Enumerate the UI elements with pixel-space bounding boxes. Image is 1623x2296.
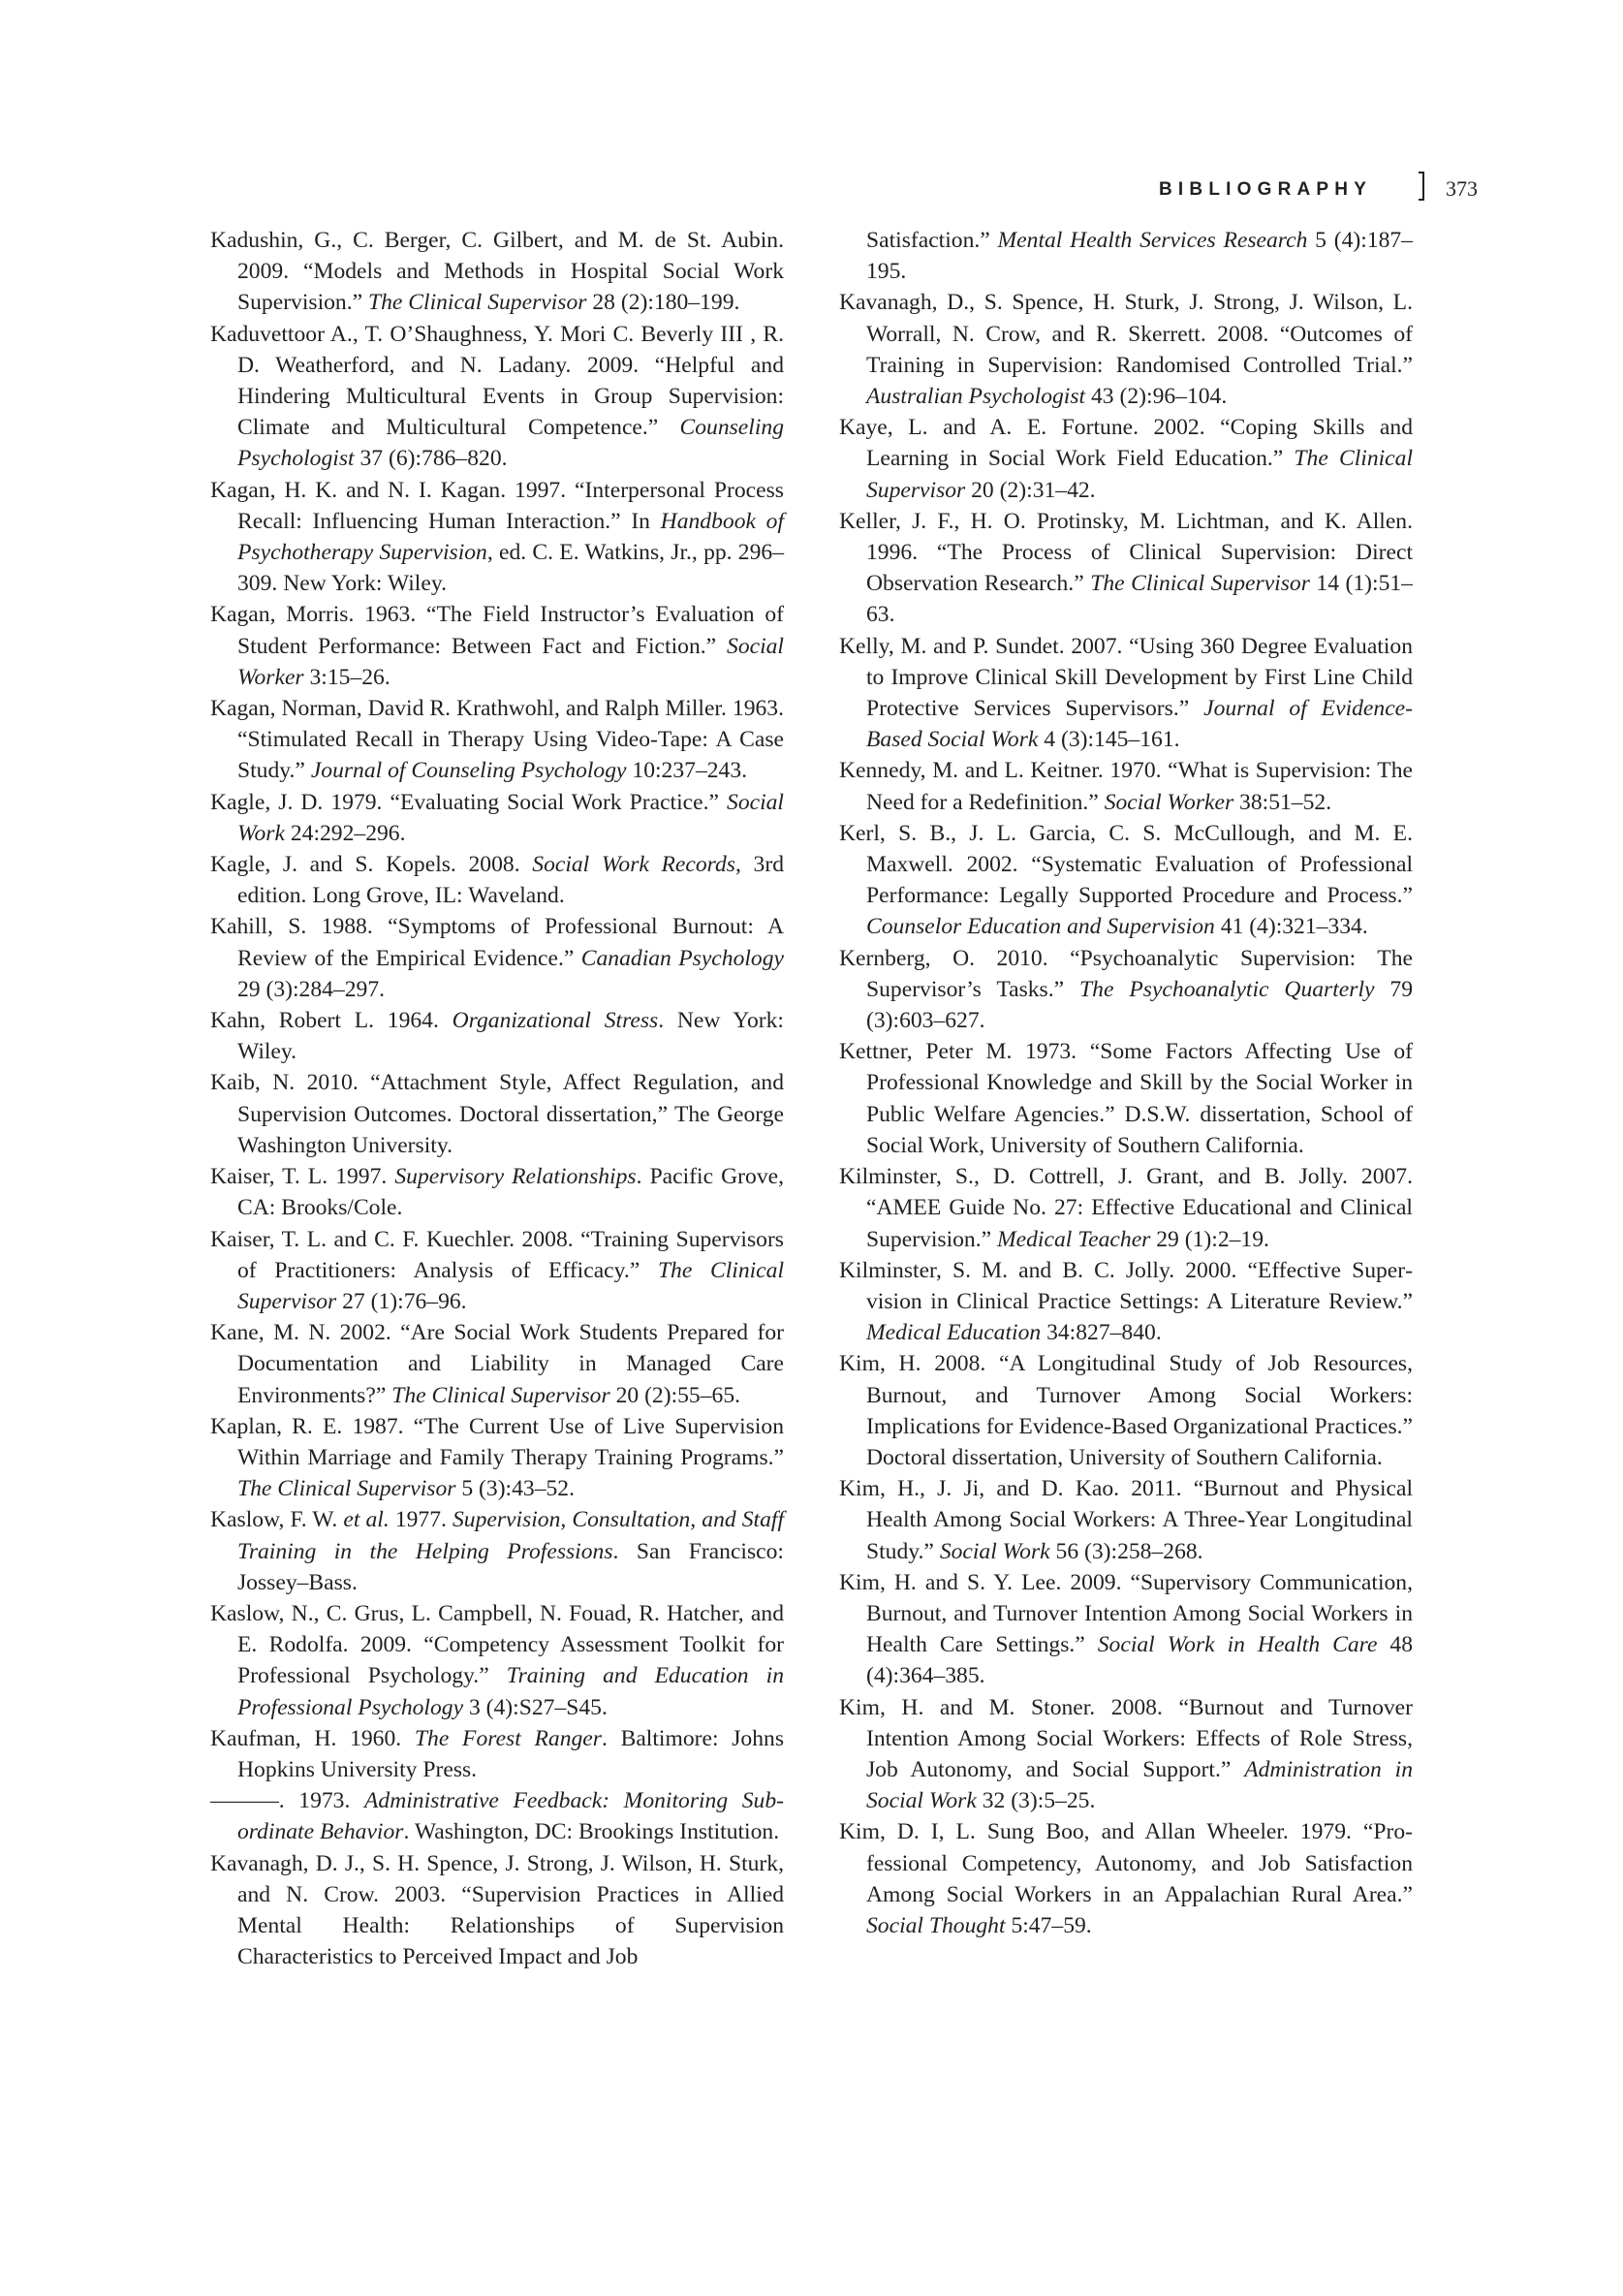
entry-text: Kaslow, N., C. Grus, L. Campbell, N. Fouad, R. Hatcher, and E. Rodolfa. 2009. “Competency Assessment Toolkit for Professional Psychology.” xyxy=(210,1600,784,1689)
bibliography-entry xyxy=(210,1848,784,1973)
entry-text: Kagan, Norman, David R. Krathwohl, and Ralph Miller. 1963. “Stimulated Recall in Therapy Using Video-Tape: A Case Study.” xyxy=(210,696,784,784)
entry-italic-title: Organizational Stress xyxy=(452,1008,659,1034)
entry-italic-title: Social Work in Health Care xyxy=(1097,1632,1378,1658)
entry-text: ———. 1973. xyxy=(210,1788,364,1814)
entry-italic-title: Counselor Education and Supervision xyxy=(866,914,1215,940)
entry-italic-title: Training and Education in Professional Psychology xyxy=(237,1663,784,1720)
entry-text: Kaiser, T. L. and C. F. Kuechler. 2008. “Training Supervisors of Practitioners: Analysis of Efficacy.” xyxy=(210,1226,784,1283)
entry-italic-title: Social Worker xyxy=(237,633,784,690)
entry-text: Keller, J. F., H. O. Protinsky, M. Lichtman, and K. Allen. 1996. “The Process of Clinical Supervision: Direct Observation Research.” xyxy=(839,508,1413,597)
bibliography-entry xyxy=(210,1161,784,1223)
entry-text: 10:237–243. xyxy=(626,758,748,784)
bibliography-entry xyxy=(210,475,784,600)
entry-text: Kaiser, T. L. 1997. xyxy=(210,1164,395,1190)
entry-text: Kavanagh, D., S. Spence, H. Sturk, J. Strong, J. Wilson, L. Worrall, N. Crow, and R. Skerrett. 2008. “Outcomes of Training in Supervision: Randomised Controlled Trial.” xyxy=(839,290,1413,378)
entry-italic-title: Social Work Records xyxy=(532,852,735,878)
entry-italic-title: Social Worker xyxy=(1104,789,1234,815)
entry-text: 14 (1):51–63. xyxy=(866,571,1413,628)
bibliography-entry xyxy=(839,1816,1413,1941)
entry-text: Kagle, J. and S. Kopels. 2008. xyxy=(210,852,533,878)
bibliography-entry xyxy=(210,1005,784,1067)
entry-italic-title: The Clinical Supervisor xyxy=(866,446,1414,503)
bibliography-entry xyxy=(839,1348,1413,1473)
bracket-ornament-icon xyxy=(1419,172,1424,201)
entry-text: 29 (1):2–19. xyxy=(1150,1226,1269,1252)
entry-text: Kaib, N. 2010. “Attachment Style, Affect Regulation, and Supervision Outcomes. Doctoral dissertation,” The George Washington University. xyxy=(210,1070,784,1158)
entry-text: Kaplan, R. E. 1987. “The Current Use of Live Supervision Within Marriage and Family Therapy Training Programs.” xyxy=(210,1413,784,1470)
entry-text: 27 (1):76–96. xyxy=(336,1288,467,1314)
bibliography-entry xyxy=(210,1411,784,1505)
bibliography-entry xyxy=(210,319,784,475)
entry-text: Satisfaction.” xyxy=(866,228,998,253)
bibliography-entry xyxy=(839,1161,1413,1255)
bibliography-entry xyxy=(210,1785,784,1847)
entry-text: Kavanagh, D. J., S. H. Spence, J. Strong, J. Wilson, H. Sturk, and N. Crow. 2003. “Supervision Practices in Allied Mental Health: Relationships of Supervision Characteristics to Perceived Impact and Job xyxy=(210,1850,784,1970)
entry-italic-title: Administration in Social Work xyxy=(866,1756,1413,1814)
entry-text: Kilminster, S. M. and B. C. Jolly. 2000. “Effective Supervision in Clinical Practice Settings: A Literature Review.” xyxy=(839,1257,1413,1314)
entry-text: Kim, H. and S. Y. Lee. 2009. “Supervisory Communication, Burnout, and Turnover Intention Among Social Workers in Health Care Settings.” xyxy=(839,1569,1413,1658)
entry-text: Kelly, M. and P. Sundet. 2007. “Using 360 Degree Evaluation to Improve Clinical Skill Development by First Line Child Protective Services Supervisors.” xyxy=(839,633,1413,722)
entry-text: 20 (2):55–65. xyxy=(609,1382,741,1408)
entry-text: 38:51–52. xyxy=(1233,789,1332,815)
entry-italic-title: Journal of Counseling Psychology xyxy=(310,758,627,784)
entry-italic-title: et al. xyxy=(343,1507,390,1533)
entry-text: Kennedy, M. and L. Keitner. 1970. “What is Supervision: The Need for a Redefinition.” xyxy=(839,758,1413,815)
bibliography-entry xyxy=(210,911,784,1005)
entry-text: 3 (4):S27–S45. xyxy=(463,1694,608,1720)
bibliography-entry xyxy=(210,1504,784,1598)
bibliography-entry xyxy=(839,1567,1413,1692)
entry-text: Kim, D. I, L. Sung Boo, and Allan Wheeler. 1979. “Professional Competency, Autonomy, and Job Satisfaction Among Social Workers in an Appalachian Rural Area.” xyxy=(839,1819,1413,1907)
entry-text: Kaduvettoor A., T. O’Shaughness, Y. Mori C. Beverly III , R. D. Weatherford, and N. Ladany. 2009. “Helpful and Hindering Multicultural Events in Group Supervision: Climate and Multicultural Competence.” xyxy=(210,321,784,441)
bibliography-entry xyxy=(839,1255,1413,1349)
bibliography-entry xyxy=(210,1224,784,1318)
entry-italic-title: Supervision, Consultation, and Staff Training in the Helping Professions xyxy=(237,1507,784,1564)
entry-italic-title: The Psychoanalytic Quarterly xyxy=(1079,976,1375,1002)
entry-text: Kettner, Peter M. 1973. “Some Factors Affecting Use of Professional Knowledge and Skill by the Social Worker in Public Welfare Agencies.” D.S.W. dissertation, School of Social Work, University of Southern California. xyxy=(839,1039,1413,1158)
entry-italic-title: Counseling Psychologist xyxy=(237,415,784,472)
entry-text: Kim, H., J. Ji, and D. Kao. 2011. “Burnout and Physical Health Among Social Workers: A Three-Year Longitudinal Study.” xyxy=(839,1476,1413,1564)
running-head-title: BIBLIOGRAPHY xyxy=(1159,179,1373,200)
entry-text: 43 (2):96–104. xyxy=(1085,384,1228,410)
bibliography-column-left xyxy=(210,225,784,1972)
entry-text: 20 (2):31–42. xyxy=(965,477,1096,503)
bibliography-entry xyxy=(210,1723,784,1785)
entry-italic-title: The Clinical Supervisor xyxy=(368,290,587,316)
bibliography-entry xyxy=(210,787,784,849)
entry-text: 34:827–840. xyxy=(1041,1320,1162,1346)
bibliography-entry xyxy=(210,849,784,911)
entry-text: Kaufman, H. 1960. xyxy=(210,1725,415,1751)
entry-text: . Washington, DC: Brookings Institution. xyxy=(403,1819,780,1845)
entry-italic-title: Canadian Psychology xyxy=(580,945,784,971)
entry-text: 4 (3):145–161. xyxy=(1038,727,1180,753)
entry-text: . New York: Wiley. xyxy=(237,1008,784,1065)
entry-text: 41 (4):321–334. xyxy=(1214,914,1368,940)
entry-text: Kahn, Robert L. 1964. xyxy=(210,1008,453,1034)
entry-text: . Pacific Grove, CA: Brooks/Cole. xyxy=(237,1164,785,1221)
bibliography-column-right xyxy=(839,225,1413,1941)
bibliography-entry xyxy=(839,631,1413,756)
entry-italic-title: Administrative Feedback: Monitoring Subordinate Behavior xyxy=(237,1788,785,1845)
bibliography-entry-continued xyxy=(839,225,1413,287)
entry-text: Kagan, H. K. and N. I. Kagan. 1997. “Interpersonal Process Recall: Influencing Human Interaction.” In xyxy=(210,477,784,534)
entry-text: Kerl, S. B., J. L. Garcia, C. S. McCullough, and M. E. Maxwell. 2002. “Systematic Evaluation of Professional Performance: Legally Supported Procedure and Process.” xyxy=(839,820,1413,909)
bibliography-entry xyxy=(839,1692,1413,1817)
entry-text: 5 (3):43–52. xyxy=(455,1476,575,1502)
entry-italic-title: Mental Health Services Research xyxy=(997,228,1308,253)
bibliography-entry xyxy=(210,693,784,787)
bibliography-entry xyxy=(210,1067,784,1161)
bibliography-entry xyxy=(210,1598,784,1723)
entry-italic-title: Social Thought xyxy=(866,1912,1006,1938)
entry-text: , ed. C. E. Watkins, Jr., pp. 296–309. New York: Wiley. xyxy=(237,540,784,597)
entry-italic-title: Social Work xyxy=(939,1538,1050,1564)
entry-italic-title: Social Work xyxy=(237,789,784,846)
entry-text: Kagan, Morris. 1963. “The Field Instructor’s Evaluation of Student Performance: Between Fact and Fiction.” xyxy=(210,602,784,659)
entry-italic-title: Journal of Evidence-Based Social Work xyxy=(866,696,1413,753)
bibliography-entry xyxy=(839,1473,1413,1567)
entry-italic-title: The Clinical Supervisor xyxy=(237,1476,456,1502)
entry-italic-title: The Forest Ranger xyxy=(414,1725,602,1751)
entry-text: 56 (3):258–268. xyxy=(1049,1538,1203,1564)
entry-text: 32 (3):5–25. xyxy=(976,1788,1096,1814)
page-number: 373 xyxy=(1446,176,1478,201)
entry-text: 5:47–59. xyxy=(1005,1912,1092,1938)
bibliography-entry xyxy=(839,943,1413,1037)
entry-text: 3:15–26. xyxy=(303,664,390,690)
bibliography-entry xyxy=(210,1317,784,1411)
entry-italic-title: The Clinical Supervisor xyxy=(1090,571,1310,597)
entry-text: 48 (4):364–385. xyxy=(866,1632,1414,1689)
bibliography-entry xyxy=(839,506,1413,631)
entry-text: Kahill, S. 1988. “Symptoms of Professional Burnout: A Review of the Empirical Evidence.” xyxy=(210,914,784,971)
entry-text: 24:292–296. xyxy=(284,820,406,846)
entry-italic-title: Medical Teacher xyxy=(997,1226,1151,1252)
bibliography-entry xyxy=(839,1036,1413,1161)
entry-text: , 3rd edition. Long Grove, IL: Waveland. xyxy=(237,852,784,909)
bibliography-entry xyxy=(839,755,1413,817)
entry-text: Kim, H. and M. Stoner. 2008. “Burnout and Turnover Intention Among Social Workers: Effects of Role Stress, Job Autonomy, and Social Support.” xyxy=(839,1694,1413,1782)
bibliography-entry xyxy=(210,599,784,693)
entry-text: . Baltimore: Johns Hopkins University Press. xyxy=(237,1725,784,1782)
entry-text: Kaslow, F. W. xyxy=(210,1507,344,1533)
entry-text: Kernberg, O. 2010. “Psychoanalytic Supervision: The Supervisor’s Tasks.” xyxy=(839,945,1413,1002)
bibliography-entry xyxy=(839,287,1413,412)
entry-text: 1977. xyxy=(389,1507,453,1533)
entry-italic-title: Supervisory Relationships xyxy=(394,1164,637,1190)
running-head xyxy=(1159,171,1478,209)
entry-italic-title: Handbook of Psychotherapy Supervision xyxy=(237,508,785,566)
entry-text: Kagle, J. D. 1979. “Evaluating Social Work Practice.” xyxy=(210,789,728,815)
bibliography-entry xyxy=(210,225,784,319)
entry-text: 37 (6):786–820. xyxy=(354,446,508,472)
entry-text: 29 (3):284–297. xyxy=(237,976,386,1002)
entry-italic-title: Medical Education xyxy=(866,1320,1042,1346)
entry-text: Kadushin, G., C. Berger, C. Gilbert, and M. de St. Aubin. 2009. “Models and Methods in Hospital Social Work Supervision.” xyxy=(210,228,784,316)
entry-text: Kim, H. 2008. “A Longitudinal Study of Job Resources, Burnout, and Turnover Among Social Workers: Implications for Evidence-Based Organizational Practices.” Doctoral dissertation, University of Southern California. xyxy=(839,1351,1413,1470)
entry-text: 28 (2):180–199. xyxy=(586,290,740,316)
entry-text: 79 (3):603–627. xyxy=(866,976,1414,1034)
entry-italic-title: The Clinical Supervisor xyxy=(237,1257,784,1314)
bibliography-entry xyxy=(839,818,1413,943)
entry-text: . San Francisco: Jossey–Bass. xyxy=(237,1538,784,1595)
entry-text: Kaye, L. and A. E. Fortune. 2002. “Coping Skills and Learning in Social Work Field Education.” xyxy=(839,415,1413,472)
entry-text: Kane, M. N. 2002. “Are Social Work Students Prepared for Documentation and Liability in Managed Care Environments?” xyxy=(210,1320,784,1408)
entry-italic-title: The Clinical Supervisor xyxy=(391,1382,610,1408)
entry-text: 5 (4):187–195. xyxy=(866,228,1413,285)
entry-text: Kilminster, S., D. Cottrell, J. Grant, and B. Jolly. 2007. “AMEE Guide No. 27: Effective Educational and Clinical Supervision.” xyxy=(839,1164,1413,1252)
entry-italic-title: Australian Psychologist xyxy=(866,384,1086,410)
bibliography-entry xyxy=(839,412,1413,506)
